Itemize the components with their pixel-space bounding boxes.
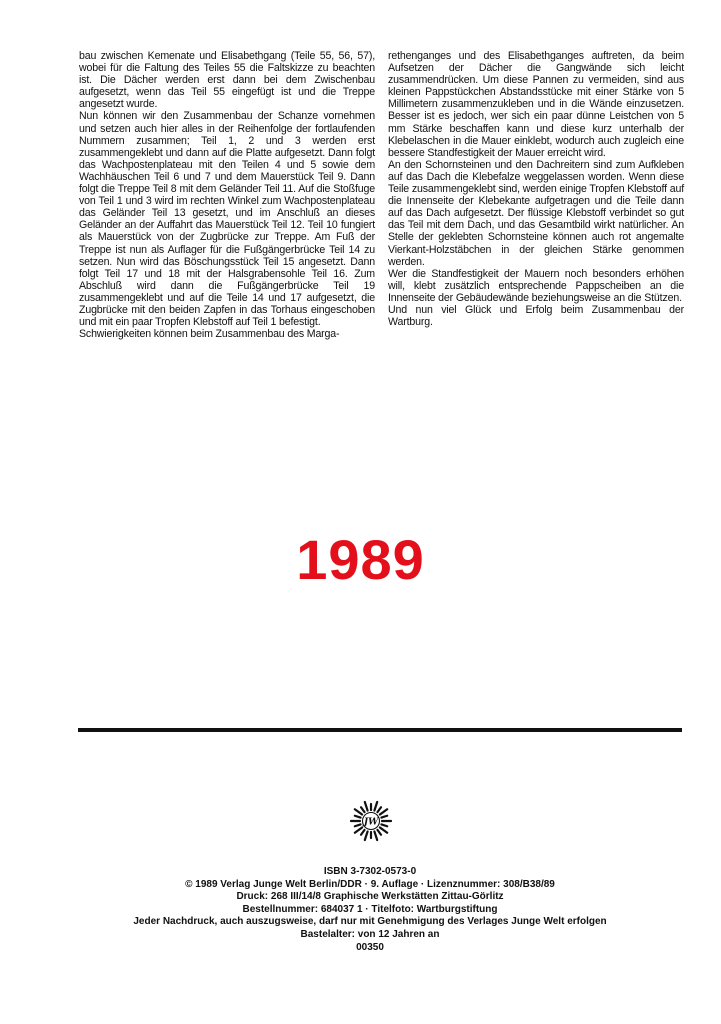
order-number-line: Bestellnummer: 684037 1 · Titelfoto: Wartburgstiftung (242, 903, 498, 915)
logo-ray (355, 824, 361, 826)
logo-ray (361, 830, 365, 835)
logo-ray (361, 807, 365, 812)
logo-ray (374, 831, 377, 840)
publisher-logo-icon (350, 800, 392, 842)
logo-ray (355, 809, 362, 814)
isbn-line: ISBN 3-7302-0573-0 (323, 866, 417, 877)
paragraph: bau zwischen Kemenate und Elisabethgang (Teile 55, 56, 57), wobei für die Faltung des Teiles 55 die Faltskizze zu beachten ist. Die Dächer werden erst dann bei dem Zwischenbau aufgesetzt, wenn das Teil 55 eingefügt ist und die Treppe angesetzt wurde. (79, 50, 375, 111)
paragraph: Nun können wir den Zusammenbau der Schanze vornehmen und setzen auch hier alles in der Reihenfolge der fortlaufenden Nummern zusammen; Teil 1, 2 und 3 werden erst zusammengeklebt und dann auf die Platte aufgesetzt. Dann folgt das Wachpostenplateau mit den Teilen 4 und 5 sowie dem Wachhäuschen Teil 6 und 7 und dem Mauerstück Teil 9. Dann folgt die Treppe Teil 8 mit dem Geländer Teil 11. Auf die Stoßfuge von Teil 1 und 3 wird im rechten Winkel zum Wachpostenplateau das Geländer Teil 13 gesetzt, und im Anschluß an dieses Geländer an der Auffahrt das Mauerstück Teil 12. Teil 10 fungiert als Mauerstück von der Zugbrücke zur Treppe. Am Fuß der Treppe ist nun als Auflager für die Fußgängerbrücke Teil 14 zu setzen. Nun wird das Böschungsstück Teil 15 angesetzt. Dann folgt Teil 17 und 18 mit der Halsgrabensohle Teil 16. Zum Abschluß wird dann die Fußgängerbrücke Teil 19 zusammengeklebt und auf die Teile 14 und 17 aufgesetzt, die Zugbrücke mit den beiden Zapfen in das Torhaus eingeschoben und mit ein paar Tropfen Klebstoff auf Teil 1 befestigt. (79, 110, 375, 329)
text-column-left (79, 50, 375, 340)
logo-ray (380, 809, 387, 814)
logo-ray (381, 824, 387, 826)
paragraph: An den Schornsteinen und den Dachreitern sind zum Aufkleben auf das Dach die Klebefalze weggelassen worden. Wenn diese Teile zusammengeklebt sind, werden einige Tropfen Klebstoff auf die Innenseite der Klebekante aufgetragen und die Teile dann auf das Dach aufgesetzt. Der flüssige Klebstoff verbindet so gut das Teil mit dem Dach, und das Gesamtbild wirkt natürlicher. An Stelle der geklebten Schornsteine können auch rot angemalte Vierkant-Holzstäbchen in der gleichen Stärke genommen werden. (388, 158, 684, 268)
logo-ray (380, 827, 387, 832)
logo-ray (355, 827, 362, 832)
logo-ray (381, 816, 387, 818)
logo-ray (377, 807, 381, 812)
logo-ray (365, 831, 368, 840)
imprint (60, 866, 680, 954)
paragraph: rethenganges und des Elisabethganges auftreten, da beim Aufsetzen der Dächer die Gangwände sich leicht zusammendrücken. Um diese Pannen zu vermeiden, sind aus kleinen Pappstückchen Abstandsstücke mit einer Stärke von 5 Millimetern zusammenzukleben und in die Wände einzusetzen. Besser ist es jedoch, wer sich ein paar dünne Leistchen von 5 mm Stärke beschaffen kann und diese kurz unterhalb der Klebelaschen in die Mauer einklebt, wodurch auch zugleich eine bessere Standfestigkeit der Mauer erreicht wird. (388, 50, 684, 159)
logo-ray (377, 830, 381, 835)
sunburst-icon (350, 800, 392, 842)
horizontal-rule (78, 728, 682, 732)
logo-ray (355, 816, 361, 818)
paragraph: Und nun viel Glück und Erfolg beim Zusammenbau der Wartburg. (388, 303, 684, 329)
price-code: 00350 (356, 941, 384, 953)
year-stamp: 1989 (296, 528, 425, 591)
copyright-line: © 1989 Verlag Junge Welt Berlin/DDR · 9. Auflage · Lizenznummer: 308/B38/89 (185, 878, 555, 890)
logo-monogram: JW (363, 817, 379, 828)
paragraph: Schwierigkeiten können beim Zusammenbau des Marga- (79, 328, 340, 341)
printer-line: Druck: 268 III/14/8 Graphische Werkstätten Zittau-Görlitz (236, 891, 504, 903)
logo-ray (374, 802, 377, 811)
logo-ray (365, 802, 368, 811)
age-recommendation: Bastelalter: von 12 Jahren an (300, 928, 440, 940)
text-column-right (388, 50, 684, 328)
paragraph: Wer die Standfestigkeit der Mauern noch besonders erhöhen will, klebt zusätzlich entsprechende Pappscheiben an die Innenseite der Gebäudewände beziehungsweise an die Stützen. (388, 267, 684, 304)
reprint-notice: Jeder Nachdruck, auch auszugsweise, darf nur mit Genehmigung des Verlages Junge Welt erfolgen (133, 916, 607, 928)
